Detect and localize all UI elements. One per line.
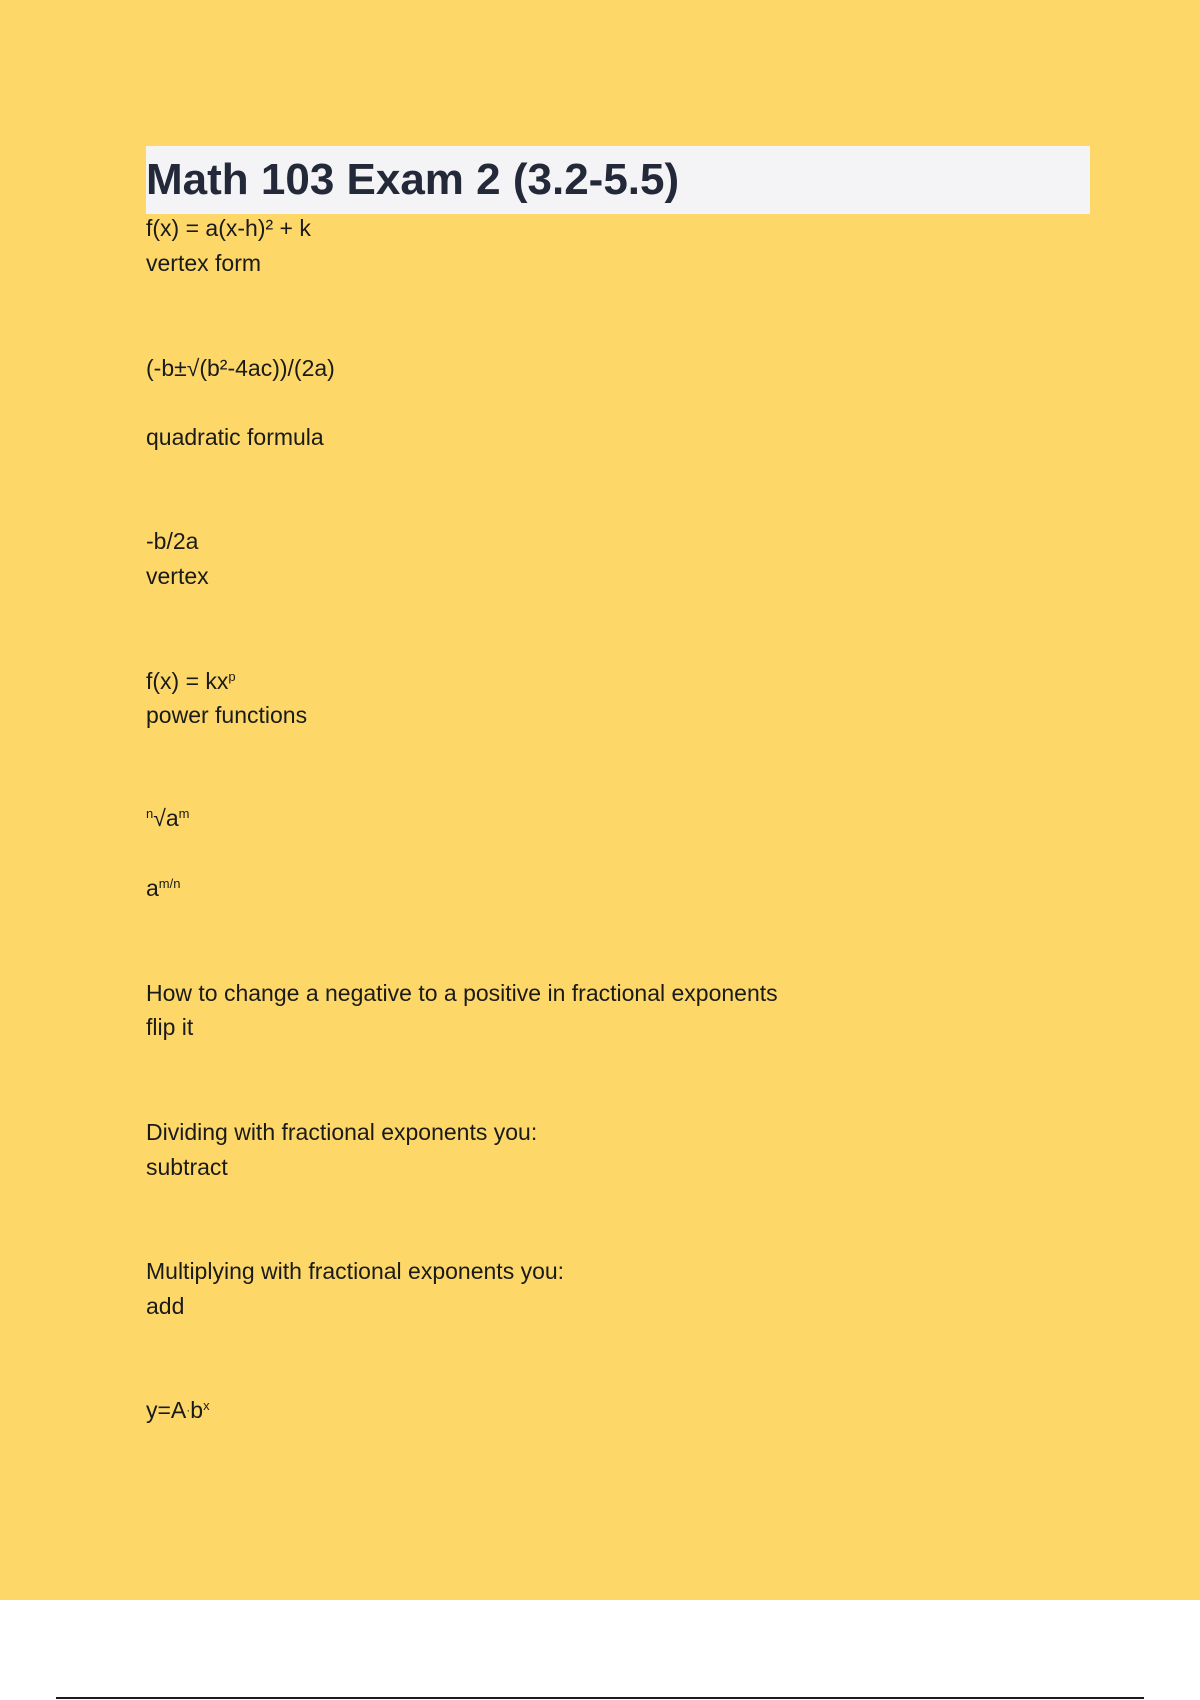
- card-term: (-b±√(b²-4ac))/(2a): [146, 355, 335, 381]
- card-definition: vertex: [146, 563, 209, 589]
- card-definition: subtract: [146, 1154, 228, 1180]
- term-exponent: m: [178, 806, 190, 821]
- term-exponent: p: [228, 669, 236, 684]
- document-title: Math 103 Exam 2 (3.2-5.5): [146, 155, 680, 204]
- card-definition: [146, 873, 180, 903]
- term-base: f(x) = kx: [146, 668, 229, 694]
- card-term: [146, 1395, 210, 1425]
- card-term: -b/2a: [146, 528, 199, 554]
- definition-exponent: m/n: [158, 876, 181, 891]
- card-definition: add: [146, 1293, 185, 1319]
- definition-base: a: [146, 875, 159, 901]
- term-b: b: [190, 1397, 204, 1423]
- term-base: √a: [153, 805, 179, 831]
- card-term: How to change a negative to a positive in fractional exponents: [146, 980, 778, 1006]
- multiplication-dot: ·: [186, 1403, 191, 1417]
- root-index: n: [146, 806, 154, 821]
- card-term: [146, 803, 190, 833]
- card-term: Dividing with fractional exponents you:: [146, 1119, 538, 1145]
- card-term: f(x) = a(x-h)² + k: [146, 215, 311, 241]
- card-definition: quadratic formula: [146, 424, 324, 450]
- footer-divider: [56, 1697, 1144, 1699]
- card-term: Multiplying with fractional exponents you:: [146, 1258, 565, 1284]
- card-definition: vertex form: [146, 250, 262, 276]
- term-exponent: x: [203, 1398, 210, 1413]
- term-base: y=A: [146, 1397, 187, 1423]
- card-definition: flip it: [146, 1014, 194, 1040]
- card-definition: power functions: [146, 702, 308, 728]
- card-term: [146, 666, 236, 696]
